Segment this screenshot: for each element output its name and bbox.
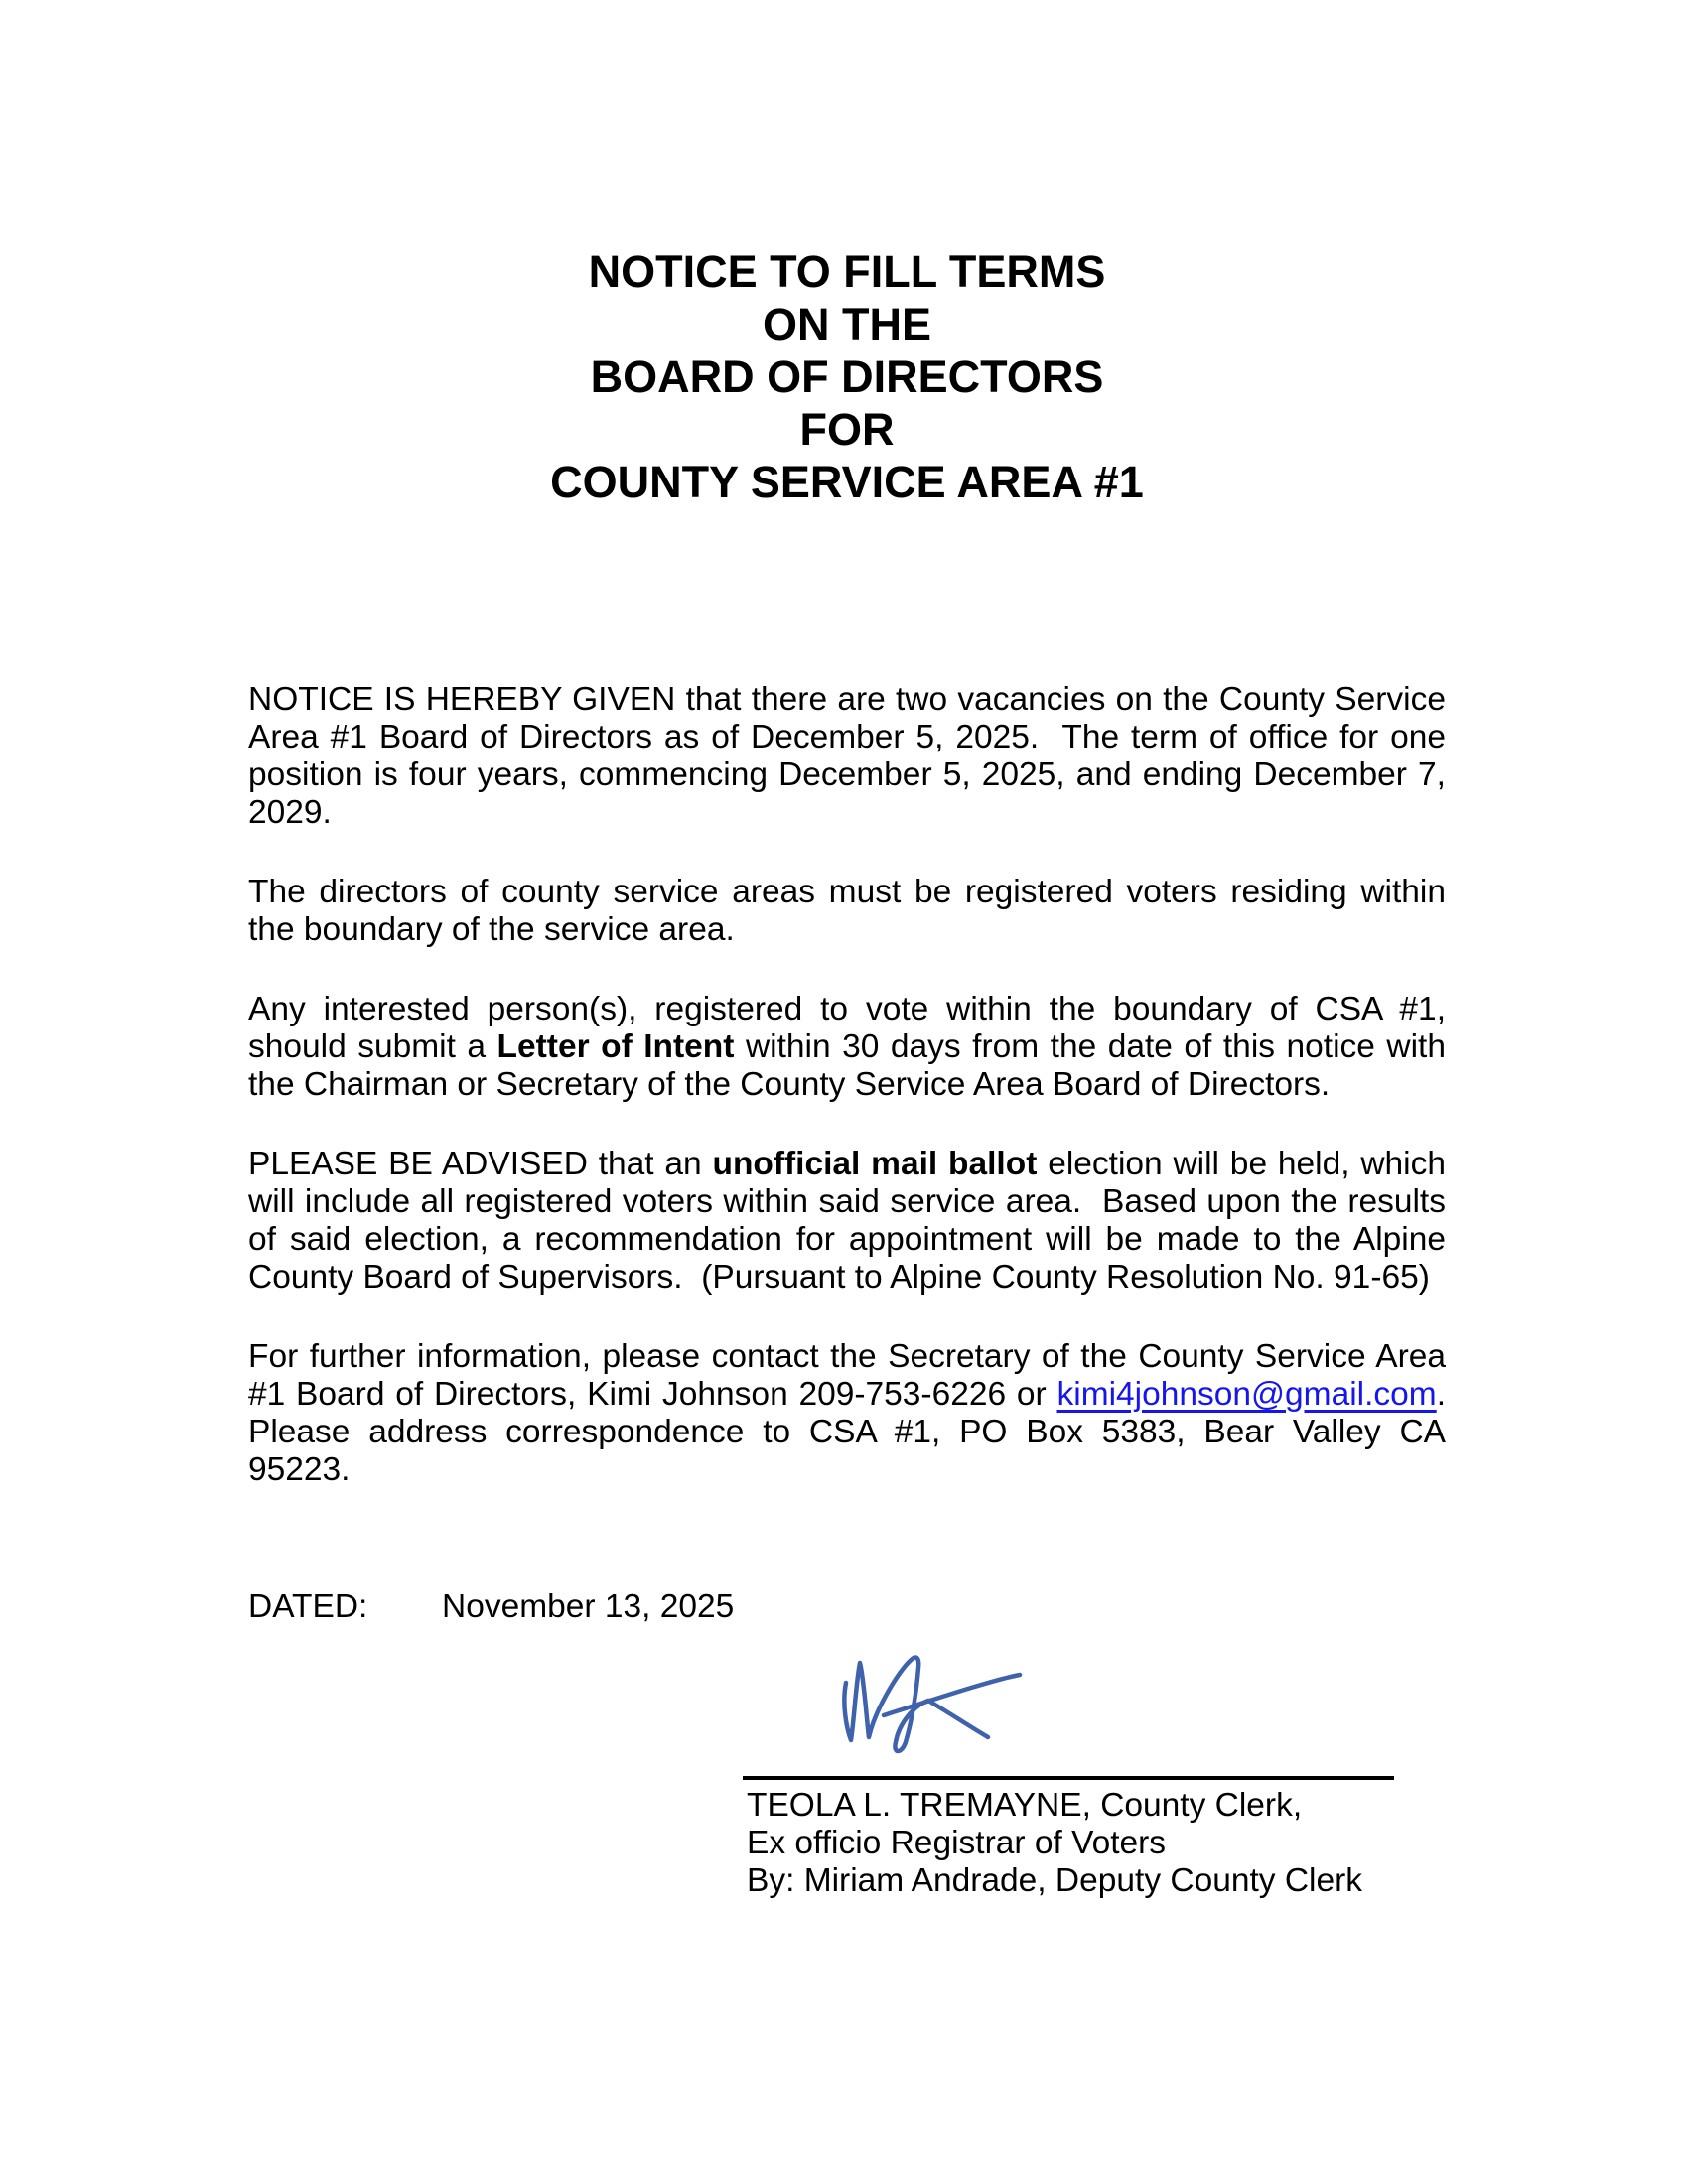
text-run: For further information, please contact the Secretary of the County Service Area #1 Board of Directors, Kimi Johnson 209-753-6226 or xyxy=(248,1338,1456,1413)
handwritten-signature-scribble xyxy=(834,1648,1033,1755)
text-run: Any interested person(s), registered to vote within the boundary of CSA #1, should submit a xyxy=(248,991,1456,1065)
text-run: election will be held, which will include all registered voters within said service area. Based upon the results of said election, a recommendation for appointment will be made to the Alpine County Board of Supervisors. (Pursuant to Alpine County Resolution No. 91-65) xyxy=(248,1146,1456,1296)
title-line-3: BOARD OF DIRECTORS xyxy=(590,351,1104,402)
clerk-name-line: TEOLA L. TREMAYNE, County Clerk, xyxy=(747,1787,1303,1824)
text-run: Letter of Intent xyxy=(496,1028,735,1065)
title-line-4: FOR xyxy=(799,404,895,455)
registrar-title-line: Ex officio Registrar of Voters xyxy=(747,1825,1167,1861)
title-line-5: COUNTY SERVICE AREA #1 xyxy=(550,457,1144,507)
dated-label: DATED: xyxy=(248,1588,368,1625)
text-run: PLEASE BE ADVISED that an xyxy=(248,1146,713,1182)
text-run: . Please address correspondence to CSA #1, PO Box 5383, Bear Valley CA 95223. xyxy=(248,1376,1465,1488)
signature-block xyxy=(747,1787,1362,1900)
signature-line xyxy=(743,1776,1394,1780)
text-run: unofficial mail ballot xyxy=(712,1146,1038,1182)
title-line-2: ON THE xyxy=(762,299,931,349)
text-run: NOTICE IS HEREBY GIVEN that there are two vacancies on the County Service Area #1 Board of Directors as of December 5, 2025. The term of office for one position is four years, commencing December 5, 2025, and ending December 7, 2029. xyxy=(248,681,1456,831)
signature-stroke-tail xyxy=(928,1701,988,1737)
title-line-1: NOTICE TO FILL TERMS xyxy=(588,246,1106,297)
document-title xyxy=(248,245,1446,508)
dated-row xyxy=(248,1588,734,1626)
notice-paragraph-contact-info xyxy=(248,1338,1465,1489)
notice-paragraph-letter-of-intent xyxy=(248,991,1456,1104)
notice-paragraph-mail-ballot xyxy=(248,1146,1456,1297)
text-run: within 30 days from the date of this notice with the Chairman or Secretary of the County Service Area Board of Directors. xyxy=(248,1028,1456,1103)
document-body xyxy=(248,681,1465,1489)
signature-stroke-cross xyxy=(884,1675,1020,1715)
text-run: The directors of county service areas must be registered voters residing within the boundary of the service area. xyxy=(248,874,1456,948)
notice-paragraph-vacancies xyxy=(248,681,1456,832)
notice-paragraph-eligibility xyxy=(248,874,1456,949)
deputy-clerk-line: By: Miriam Andrade, Deputy County Clerk xyxy=(747,1862,1362,1899)
dated-value: November 13, 2025 xyxy=(442,1588,735,1625)
email-link[interactable]: kimi4johnson@gmail.com xyxy=(1056,1376,1437,1413)
